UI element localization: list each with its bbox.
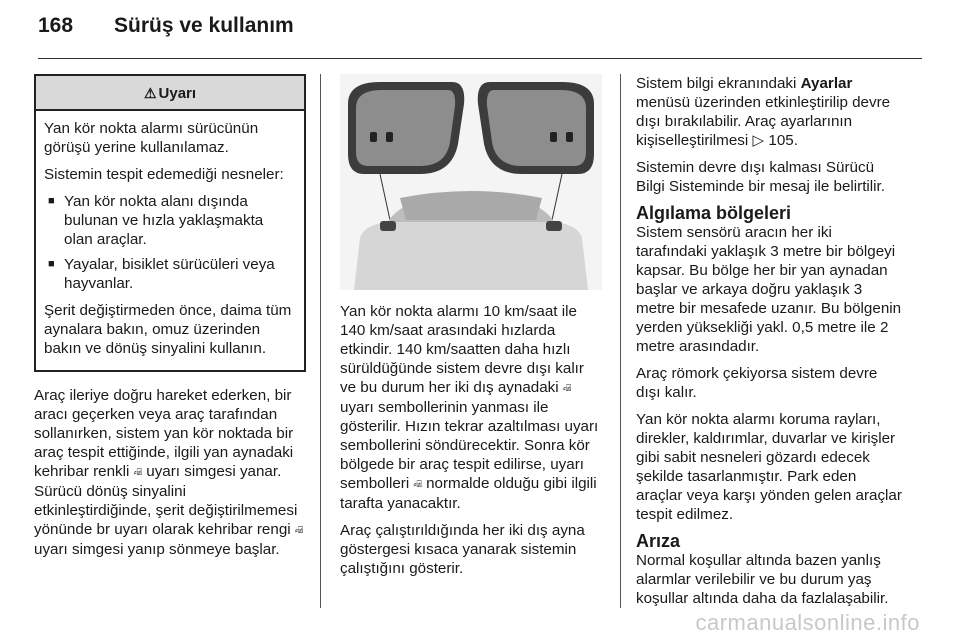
blind-spot-warning-icon: ⸗⍯ [133,467,143,477]
body-paragraph: Araç çalıştırıldığında her iki dış ayna göstergesi kısaca yanarak sistemin çalıştığını gösterir. [340,522,585,577]
body-paragraph: Yan kör nokta alarmı 10 km/saat ile 140 km/saat arasındaki hızlarda etkindir. 140 km/saatten daha hızlı sürüldüğünde sistem devre dışı kalır ve bu durum her iki dış aynadaki ⸗⍯ uyarı sembollerinin yanması ile gösterilir. Hızın tekrar azaltılması uyarı sembollerini söndürecektir. Sonra kör bölgede bir araç tespit edilirse, uyarı sembolleri ⸗⍯ normalde olduğu gibi ilgili tarafta yanacaktır. [340,303,599,512]
side-mirrors-image [340,74,602,290]
body-paragraph: Sistem bilgi ekranındaki Ayarlar menüsü üzerinden etkinleştirilip devre dışı bırakılabilir. Araç ayarlarının kişiselleştirilmesi ▷ 105. [636,75,891,149]
section-heading: Arıza [636,531,681,551]
watermark: carmanualsonline.info [695,610,920,635]
section-title: Sürüş ve kullanım [114,14,294,37]
page-reference-link[interactable]: 105. [768,132,798,149]
column-divider [620,74,621,608]
blind-spot-warning-icon: ⸗⍯ [413,479,422,489]
mirror-illustration [340,74,602,290]
page-reference-arrow-icon: ▷ [752,132,765,149]
blind-spot-warning-icon: ⸗⍯ [562,383,572,393]
warning-text: Yan kör nokta alarmı sürücünün görüşü yerine kullanılamaz. [44,120,259,156]
warning-title: ⚠ Uyarı [36,76,304,111]
body-paragraph: Yan kör nokta alarmı koruma rayları, direkler, kaldırımlar, duvarlar ve kirişler gibi sabit nesneleri gözardı edecek şekilde tasarlanmıştır. Park eden araçlar veya karşı yönden gelen araçlar tespit edilmez. [636,411,902,523]
body-paragraph: Sistem sensörü aracın her iki tarafındaki yaklaşık 3 metre bir bölgeyi kapsar. Bu bölge her bir yan aynadan başlar ve arkaya doğru yaklaşık 3 metre bir mesafede uzanır. Bu bölgenin yerden yüksekliği yakl. 0,5 metre ile 2 metre arasındadır. [636,224,902,355]
list-item: ■ Yayalar, bisiklet sürücüleri veya hayvanlar. [44,255,296,293]
page-header [38,14,294,38]
body-paragraph: Araç römork çekiyorsa sistem devre dışı kalır. [636,365,878,401]
warning-box [34,74,306,372]
warning-text: Sistemin tespit edemediği nesneler: [44,166,284,183]
warning-text: Şerit değiştirmeden önce, daima tüm aynalara bakın, omuz üzerinden bakın ve dönüş sinyalini kullanın. [44,302,292,357]
column-2 [340,74,602,586]
settings-menu-name: Ayarlar [800,75,853,92]
body-paragraph: Sistemin devre dışı kalması Sürücü Bilgi Sisteminde bir mesaj ile belirtilir. [636,159,885,195]
body-paragraph: Normal koşullar altında bazen yanlış alarmlar verilebilir ve bu durum yaş koşullar altında daha da fazlalaşabilir. [636,552,889,607]
list-item: ■ Yan kör nokta alanı dışında bulunan ve hızla yaklaşmakta olan araçlar. [44,192,296,249]
column-divider [320,74,321,608]
header-rule [38,58,922,59]
body-paragraph: Araç ileriye doğru hareket ederken, bir aracı geçerken veya araç tarafından sollanırken, sistem yan kör noktada bir araç tespit ettiğinde, ilgili yan aynadaki kehribar renkli ⸗⍯ uyarı simgesi yanar. Sürücü dönüş sinyalini etkinleştirdiğinde, şerit değiştirilmemesi yönünde br uyarı olarak kehribar rengi ⸗⍯ uyarı simgesi yanıp sönmeye başlar. [34,387,304,558]
warning-triangle-icon: ⚠ [143,85,157,101]
section-heading: Algılama bölgeleri [636,203,792,223]
column-3 [636,74,904,616]
blind-spot-warning-icon: ⸗⍯ [294,525,304,535]
column-1 [34,74,306,567]
page-number: 168 [38,14,74,37]
warning-list [44,192,296,293]
